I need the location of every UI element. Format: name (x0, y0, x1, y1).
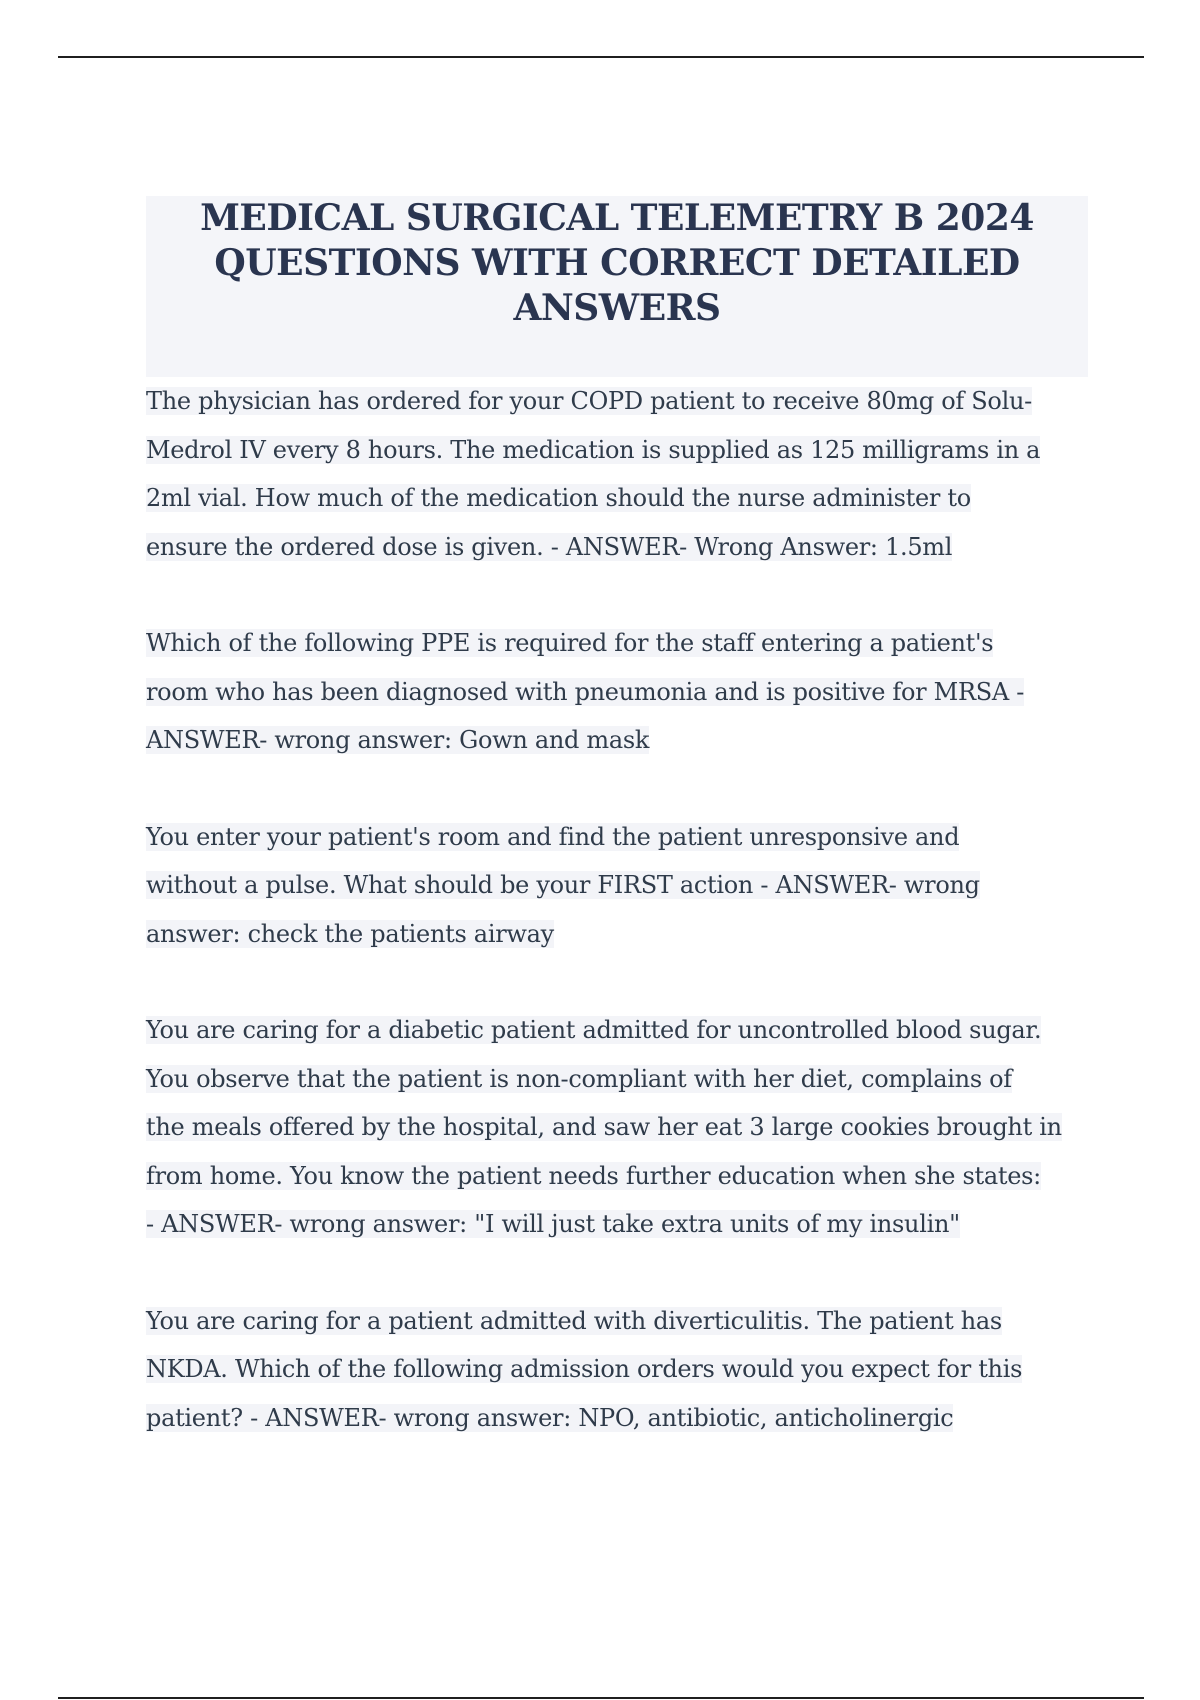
qa-line: answer: check the patients airway (146, 919, 554, 948)
qa-line: room who has been diagnosed with pneumonia and is positive for MRSA - (146, 677, 1025, 706)
qa-line: Medrol IV every 8 hours. The medication is supplied as 125 milligrams in a (146, 435, 1041, 464)
title-line-2: QUESTIONS WITH CORRECT DETAILED (214, 242, 1020, 284)
qa-line: without a pulse. What should be your FIRST action - ANSWER- wrong (146, 871, 980, 899)
top-rule (58, 56, 1144, 58)
qa-line: You are caring for a diabetic patient admitted for uncontrolled blood sugar. (146, 1016, 1042, 1044)
qa-item-1 (146, 377, 1088, 571)
document-title (146, 196, 1088, 377)
qa-line: ANSWER- wrong answer: Gown and mask (146, 726, 650, 754)
bottom-rule (58, 1697, 1144, 1699)
qa-item-3 (146, 813, 1088, 959)
qa-item-4 (146, 1006, 1088, 1249)
qa-line: The physician has ordered for your COPD patient to receive 80mg of Solu- (146, 387, 1032, 415)
qa-item-5 (146, 1297, 1088, 1443)
qa-line: You observe that the patient is non-compliant with her diet, complains of (146, 1064, 1012, 1093)
qa-line: - ANSWER- wrong answer: "I will just take extra units of my insulin" (146, 1210, 960, 1238)
qa-line: NKDA. Which of the following admission orders would you expect for this (146, 1355, 1023, 1383)
qa-line: patient? - ANSWER- wrong answer: NPO, antibiotic, anticholinergic (146, 1403, 954, 1432)
qa-line: the meals offered by the hospital, and saw her eat 3 large cookies brought in (146, 1113, 1062, 1141)
qa-line: 2ml vial. How much of the medication should the nurse administer to (146, 484, 971, 512)
qa-line: Which of the following PPE is required for the staff entering a patient's (146, 629, 994, 657)
qa-line: You enter your patient's room and find the patient unresponsive and (146, 822, 960, 851)
qa-line: ensure the ordered dose is given. - ANSWER- Wrong Answer: 1.5ml (146, 532, 953, 561)
title-line-1: MEDICAL SURGICAL TELEMETRY B 2024 (200, 197, 1034, 239)
qa-line: You are caring for a patient admitted with diverticulitis. The patient has (146, 1306, 1002, 1335)
qa-list (146, 377, 1088, 1442)
page-content (146, 196, 1088, 1490)
qa-line: from home. You know the patient needs further education when she states: (146, 1161, 1041, 1190)
title-line-3: ANSWERS (513, 287, 721, 329)
qa-item-2 (146, 619, 1088, 765)
